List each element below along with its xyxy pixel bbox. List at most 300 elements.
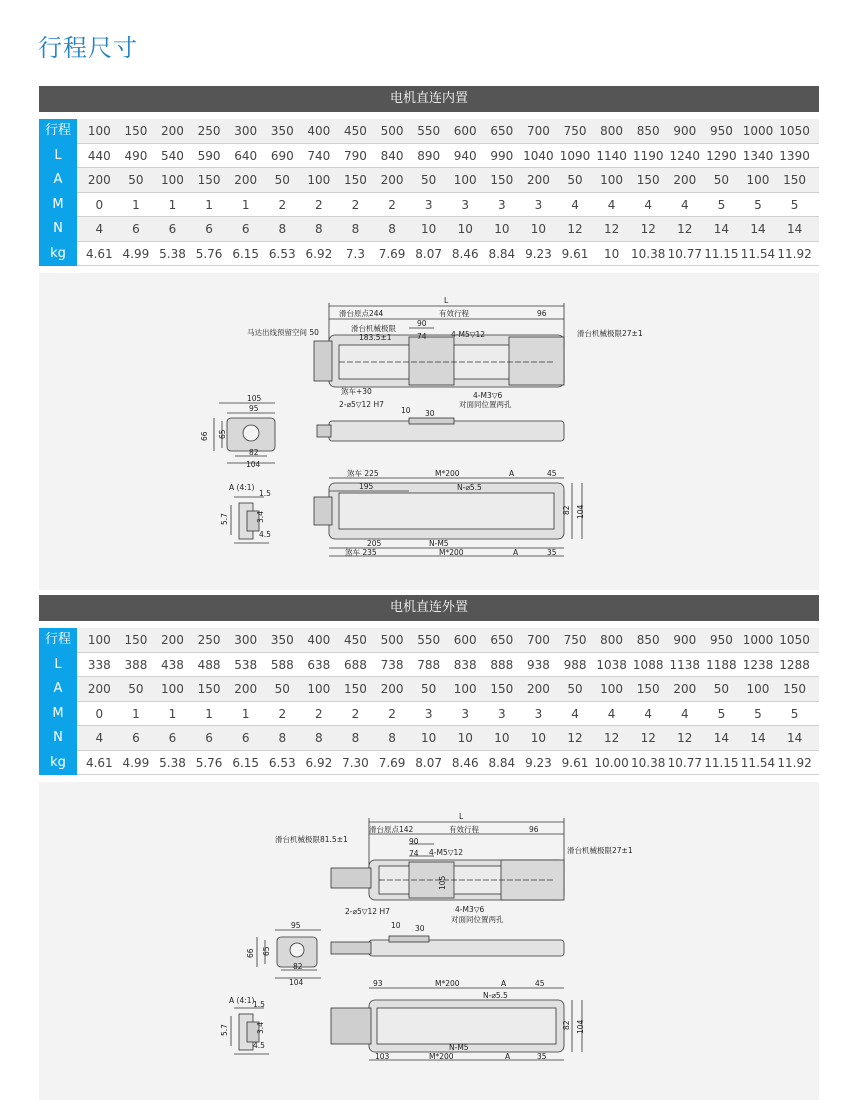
table-cell: 450: [344, 633, 367, 647]
row-label: M: [39, 702, 77, 727]
table-cell: 12: [640, 222, 656, 236]
dim-A: A: [509, 469, 515, 478]
table-cell: 650: [490, 124, 514, 138]
table-cell: 150: [783, 173, 807, 187]
table-cell: 5: [754, 197, 762, 212]
table-cell: 540: [161, 148, 184, 163]
table-cell: 550: [417, 124, 441, 138]
dim-35: 35: [547, 548, 557, 557]
table-cell: 0: [95, 706, 104, 721]
table-cell: 7.30: [342, 755, 369, 770]
table-row: [39, 168, 819, 193]
ext-dim-45: 45: [535, 979, 545, 988]
table-cell: 1290: [706, 148, 737, 163]
table-cell: 388: [124, 657, 148, 672]
row-label: kg: [39, 751, 77, 776]
table-cell: 250: [197, 633, 221, 647]
table-cell: 700: [526, 633, 550, 647]
section-header-external: 电机直连外置: [39, 595, 819, 621]
table-cell: 400: [307, 633, 331, 647]
table-cell: 6.53: [268, 755, 296, 770]
table-cell: 4: [95, 222, 104, 236]
ext-dim-104: 104: [289, 978, 304, 987]
ext-label-mech-limit-right: 滑台机械极限27±1: [567, 846, 633, 855]
table-cell: 538: [234, 657, 258, 672]
table-cell: 8: [315, 731, 323, 745]
table-cell: 900: [673, 124, 697, 138]
label-brake30: 煞车+30: [341, 387, 372, 396]
table-cell: 10: [494, 222, 510, 236]
table-cell: 200: [380, 682, 404, 696]
table-cell: 6: [168, 731, 177, 745]
table-cell: 688: [344, 657, 367, 672]
spec-table-internal: [39, 119, 819, 266]
ext-dim-L: L: [459, 812, 464, 821]
table-cell: 988: [563, 657, 587, 672]
table-cell: 12: [567, 222, 583, 236]
table-cell: 5: [754, 706, 762, 721]
table-cell: 1: [168, 706, 177, 721]
dim-3.4: 3.4: [256, 511, 265, 523]
table-cell: 350: [270, 124, 294, 138]
dim-195: 195: [359, 482, 374, 491]
table-row: [39, 119, 819, 144]
ext-dim-66: 66: [246, 948, 255, 958]
table-cell: 150: [344, 682, 367, 696]
table-cell: 8: [351, 731, 360, 745]
ext-dim-mstar200-b: M*200: [429, 1052, 454, 1061]
table-cell: 8: [278, 222, 287, 236]
table-cell: 740: [307, 148, 331, 163]
table-cell: 150: [124, 633, 148, 647]
table-cell: 10: [603, 246, 620, 261]
table-cell: 4: [607, 706, 616, 721]
row-label: N: [39, 726, 77, 751]
ext-dim-4.5: 4.5: [253, 1041, 265, 1050]
table-cell: 7.3: [345, 246, 365, 261]
table-cell: 10.00: [594, 755, 629, 770]
dim-66: 66: [200, 431, 209, 441]
table-cell: 5.38: [159, 755, 186, 770]
spec-table-external: [39, 628, 819, 775]
table-cell: 200: [673, 173, 697, 187]
table-cell: 8.46: [451, 246, 479, 261]
dim-45: 45: [547, 469, 557, 478]
table-cell: 1: [132, 706, 140, 721]
label-motor-space: 马达出线预留空间 50: [247, 328, 319, 337]
table-cell: 5.76: [195, 246, 223, 261]
table-cell: 100: [161, 682, 184, 696]
table-cell: 600: [453, 633, 477, 647]
table-cell: 450: [344, 124, 367, 138]
table-cell: 1: [241, 706, 250, 721]
label-mech-limit-right: 滑台机械极限27±1: [577, 329, 643, 338]
table-cell: 700: [526, 124, 550, 138]
table-cell: 850: [636, 633, 660, 647]
table-row: [39, 144, 819, 169]
table-cell: 12: [640, 731, 656, 745]
table-cell: 100: [600, 682, 624, 696]
table-cell: 1: [205, 197, 213, 212]
table-cell: 100: [453, 682, 477, 696]
row-label: L: [39, 144, 77, 169]
table-cell: 3: [461, 197, 470, 212]
ext-dim-30: 30: [415, 924, 425, 933]
dim-104: 104: [246, 460, 261, 469]
ext-dim-10: 10: [391, 921, 401, 930]
dim-brake225: 煞车 225: [347, 469, 379, 478]
table-cell: 8: [388, 731, 396, 745]
table-cell: 10: [457, 731, 473, 745]
table-cell: 50: [567, 173, 583, 187]
label-nm5: N-M5: [429, 539, 449, 548]
ext-dim-mstar200: M*200: [435, 979, 460, 988]
table-cell: 10.77: [667, 755, 702, 770]
table-cell: 100: [161, 173, 184, 187]
table-cell: 6: [241, 731, 250, 745]
ext-dim-A: A: [501, 979, 507, 988]
table-cell: 800: [600, 124, 624, 138]
table-row: [39, 242, 819, 267]
table-cell: 6: [205, 731, 213, 745]
dim-A-b: A: [513, 548, 519, 557]
table-cell: 3: [498, 197, 506, 212]
table-cell: 840: [380, 148, 404, 163]
label-mech-limit-left-val: 183.5±1: [359, 333, 392, 342]
table-cell: 2: [278, 197, 287, 212]
table-cell: 200: [526, 173, 550, 187]
ext-label-m3: 4-M3▽6: [455, 905, 485, 914]
table-cell: 9.23: [525, 755, 552, 770]
dim-82: 82: [249, 448, 259, 457]
table-cell: 200: [673, 682, 697, 696]
table-cell: 1240: [669, 148, 701, 163]
dim-stroke: 有效行程: [439, 309, 469, 318]
row-label: A: [39, 168, 77, 193]
table-cell: 6: [241, 222, 250, 236]
table-cell: 150: [636, 682, 660, 696]
table-cell: 690: [270, 148, 294, 163]
table-cell: 14: [786, 731, 803, 745]
table-cell: 1000: [742, 633, 774, 647]
table-cell: 3: [498, 706, 506, 721]
table-cell: 50: [421, 682, 437, 696]
table-row: [39, 193, 819, 218]
ext-dim-65: 65: [262, 946, 271, 956]
table-cell: 890: [417, 148, 441, 163]
table-cell: 150: [636, 173, 660, 187]
table-cell: 150: [490, 682, 514, 696]
table-cell: 4: [644, 197, 653, 212]
table-cell: 8.46: [451, 755, 479, 770]
table-cell: 6: [205, 222, 213, 236]
table-cell: 3: [461, 706, 470, 721]
dim-origin: 滑台原点244: [339, 309, 384, 318]
ext-dim-1.5: 1.5: [253, 1000, 265, 1009]
table-cell: 200: [234, 173, 258, 187]
table-row: [39, 628, 819, 653]
ext-label-pin: 2-⌀5▽12 H7: [345, 907, 390, 916]
table-cell: 50: [567, 682, 583, 696]
table-cell: 1188: [706, 657, 737, 672]
dim-65: 65: [218, 429, 227, 439]
ext-dim-82: 82: [293, 962, 303, 971]
table-cell: 4: [607, 197, 616, 212]
table-cell: 590: [197, 148, 221, 163]
table-cell: 1090: [559, 148, 591, 163]
table-cell: 938: [526, 657, 550, 672]
table-cell: 338: [87, 657, 111, 672]
table-cell: 100: [746, 682, 770, 696]
table-cell: 888: [490, 657, 514, 672]
dim-mstar200-b: M*200: [439, 548, 464, 557]
dim-82-b: 82: [562, 505, 571, 515]
table-cell: 4: [680, 706, 689, 721]
table-cell: 150: [197, 682, 221, 696]
table-cell: 1088: [632, 657, 664, 672]
table-cell: 1050: [779, 124, 810, 138]
row-label: N: [39, 217, 77, 242]
table-cell: 6.15: [232, 246, 260, 261]
table-cell: 14: [750, 731, 766, 745]
ext-dim-74: 74: [409, 849, 419, 858]
table-cell: 1: [168, 197, 177, 212]
label-mech-limit-left: 滑台机械极限: [351, 324, 396, 333]
table-cell: 5: [790, 197, 799, 212]
table-cell: 3: [424, 197, 433, 212]
table-cell: 1288: [779, 657, 810, 672]
table-cell: 200: [380, 173, 404, 187]
table-cell: 2: [278, 706, 287, 721]
ext-dim-96: 96: [529, 825, 539, 834]
table-cell: 11.54: [740, 755, 776, 770]
table-cell: 1340: [742, 148, 774, 163]
table-cell: 5.76: [195, 755, 223, 770]
table-cell: 150: [344, 173, 367, 187]
table-cell: 2: [351, 706, 360, 721]
drawing-external: [39, 782, 819, 1100]
table-cell: 8.07: [415, 755, 442, 770]
label-detail-a: A (4:1): [229, 483, 255, 492]
table-row: [39, 217, 819, 242]
table-cell: 200: [87, 173, 111, 187]
table-cell: 4: [644, 706, 653, 721]
table-cell: 950: [709, 124, 733, 138]
table-cell: 1: [132, 197, 140, 212]
table-cell: 2: [351, 197, 360, 212]
table-cell: 100: [600, 173, 624, 187]
table-row: [39, 726, 819, 751]
table-cell: 6.92: [305, 246, 333, 261]
dim-mstar200: M*200: [435, 469, 460, 478]
ext-dim-93: 93: [373, 979, 383, 988]
table-cell: 10.38: [631, 755, 666, 770]
table-cell: 14: [786, 222, 803, 236]
row-label: kg: [39, 242, 77, 267]
table-cell: 5: [790, 706, 799, 721]
table-cell: 200: [161, 633, 184, 647]
table-cell: 550: [417, 633, 441, 647]
table-cell: 1: [205, 706, 213, 721]
table-cell: 9.61: [561, 246, 589, 261]
dim-10: 10: [401, 406, 411, 415]
ext-dim-104-b: 104: [576, 1019, 585, 1034]
table-cell: 50: [128, 682, 144, 696]
row-label: 行程: [39, 628, 77, 653]
dim-105: 105: [247, 394, 262, 403]
table-cell: 1038: [596, 657, 627, 672]
table-cell: 400: [307, 124, 331, 138]
table-cell: 1140: [596, 148, 627, 163]
table-cell: 10: [530, 731, 547, 745]
ext-dim-3.4: 3.4: [256, 1022, 265, 1034]
ext-dim-origin: 滑台原点142: [369, 825, 414, 834]
table-cell: 1050: [779, 633, 810, 647]
dim-90: 90: [417, 319, 427, 328]
table-cell: 750: [563, 633, 587, 647]
table-cell: 6.53: [268, 246, 296, 261]
table-cell: 11.92: [777, 246, 812, 261]
table-cell: 8: [315, 222, 323, 236]
table-cell: 50: [421, 173, 437, 187]
table-cell: 4: [680, 197, 689, 212]
table-cell: 440: [87, 148, 111, 163]
table-cell: 100: [87, 633, 111, 647]
ext-label-mech-limit-left: 滑台机械极限81.5±1: [275, 835, 348, 844]
table-cell: 4.61: [85, 755, 113, 770]
table-cell: 9.61: [561, 755, 589, 770]
table-cell: 940: [453, 148, 477, 163]
row-label: A: [39, 677, 77, 702]
ext-dim-82-b: 82: [562, 1020, 571, 1030]
table-cell: 788: [417, 657, 441, 672]
row-label: M: [39, 193, 77, 218]
ext-label-nm5: N-M5: [449, 1043, 469, 1052]
table-cell: 14: [713, 731, 730, 745]
table-cell: 12: [567, 731, 583, 745]
table-cell: 4.99: [122, 246, 150, 261]
table-row: [39, 653, 819, 678]
label-pin: 2-⌀5▽12 H7: [339, 400, 384, 409]
table-cell: 0: [95, 197, 104, 212]
table-cell: 5: [717, 197, 726, 212]
dim-1.5: 1.5: [259, 489, 271, 498]
table-cell: 5.38: [159, 246, 186, 261]
table-cell: 150: [490, 173, 514, 187]
label-n55: N-⌀5.5: [457, 483, 482, 492]
table-cell: 1390: [779, 148, 810, 163]
table-cell: 9.23: [525, 246, 552, 261]
drawing-internal: [39, 273, 819, 590]
table-cell: 6.92: [305, 755, 333, 770]
table-cell: 1238: [742, 657, 774, 672]
row-label: L: [39, 653, 77, 678]
table-cell: 800: [600, 633, 624, 647]
row-label: 行程: [39, 119, 77, 144]
table-cell: 8: [278, 731, 287, 745]
table-cell: 850: [636, 124, 660, 138]
table-cell: 6.15: [232, 755, 260, 770]
table-cell: 11.92: [777, 755, 812, 770]
table-cell: 750: [563, 124, 587, 138]
table-cell: 200: [234, 682, 258, 696]
ext-dim-103: 103: [375, 1052, 390, 1061]
table-cell: 11.15: [704, 246, 739, 261]
table-cell: 300: [234, 633, 258, 647]
table-cell: 150: [124, 124, 148, 138]
label-m3: 4-M3▽6: [473, 391, 503, 400]
table-cell: 10.77: [667, 246, 702, 261]
table-cell: 1: [241, 197, 250, 212]
table-cell: 3: [534, 197, 543, 212]
table-cell: 100: [453, 173, 477, 187]
ext-label-m5: 4-M5▽12: [429, 848, 464, 857]
table-cell: 990: [490, 148, 514, 163]
dim-96: 96: [537, 309, 547, 318]
table-cell: 10: [421, 222, 437, 236]
table-row: [39, 677, 819, 702]
section-header-internal: 电机直连内置: [39, 86, 819, 112]
table-cell: 10: [457, 222, 473, 236]
table-cell: 100: [307, 682, 331, 696]
table-cell: 1040: [523, 148, 554, 163]
drawing-internal-svg: [39, 273, 819, 590]
table-cell: 588: [270, 657, 294, 672]
table-cell: 12: [603, 222, 620, 236]
table-cell: 10: [530, 222, 547, 236]
table-cell: 10.38: [631, 246, 666, 261]
table-cell: 50: [274, 682, 290, 696]
table-cell: 650: [490, 633, 514, 647]
table-cell: 300: [234, 124, 258, 138]
dim-205: 205: [367, 539, 382, 548]
table-cell: 11.15: [704, 755, 739, 770]
table-cell: 100: [87, 124, 111, 138]
table-cell: 100: [746, 173, 770, 187]
ext-label-n55: N-⌀5.5: [483, 991, 508, 1000]
table-cell: 438: [161, 657, 184, 672]
table-cell: 8.84: [488, 755, 516, 770]
table-cell: 14: [713, 222, 730, 236]
table-cell: 10: [494, 731, 510, 745]
page-title: 行程尺寸: [38, 34, 138, 62]
table-cell: 10: [421, 731, 437, 745]
table-cell: 1000: [742, 124, 774, 138]
table-cell: 3: [534, 706, 543, 721]
table-cell: 2: [388, 706, 396, 721]
table-cell: 50: [713, 173, 730, 187]
table-cell: 838: [453, 657, 477, 672]
table-cell: 250: [197, 124, 221, 138]
table-cell: 4: [95, 731, 104, 745]
table-cell: 150: [783, 682, 807, 696]
table-cell: 12: [677, 222, 693, 236]
dim-L: L: [444, 296, 449, 305]
table-cell: 50: [274, 173, 290, 187]
table-cell: 640: [234, 148, 258, 163]
table-cell: 6: [132, 222, 140, 236]
table-cell: 12: [603, 731, 620, 745]
table-cell: 4: [571, 706, 579, 721]
table-cell: 7.69: [378, 755, 406, 770]
table-cell: 8.84: [488, 246, 516, 261]
table-cell: 200: [161, 124, 184, 138]
label-opposite: 对面同位置两孔: [459, 400, 512, 409]
table-cell: 6: [132, 731, 140, 745]
table-cell: 950: [709, 633, 733, 647]
ext-dim-35: 35: [537, 1052, 547, 1061]
table-cell: 3: [424, 706, 433, 721]
